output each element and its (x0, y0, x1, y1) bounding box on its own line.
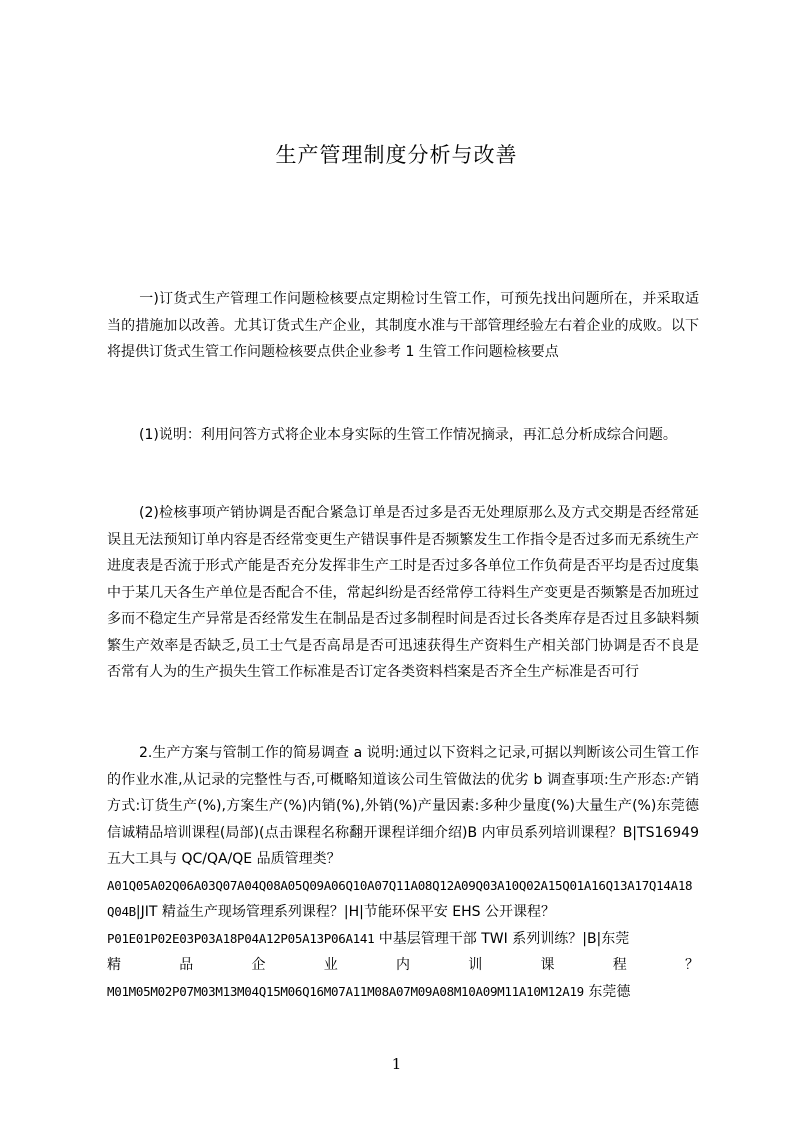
paragraph-4-text-2: |JIT 精益生产现场管理系列课程？|H|节能环保平安 EHS 公开课程？ (135, 904, 556, 920)
paragraph-2-text: (1)说明：利用问答方式将企业本身实际的生管工作情况摘录，再汇总分析成综合问题。 (139, 427, 677, 443)
spread-char: ？ (685, 957, 699, 973)
spread-char: 企 (251, 957, 266, 973)
spread-char: 品 (179, 957, 194, 973)
document-title: 生产管理制度分析与改善 (275, 143, 518, 167)
paragraph-3-text: (2)检核事项产销协调是否配合紧急订单是否过多是否无处理原那么及方式交期是否经常延误且无法预知订单内容是否经常变更生产错误事件是否频繁发生工作指令是否过多而无系统生产进度表是否流于形式产能是否充分发挥非生产工时是否过多各单位工作负荷是否平均是否过度集中于某几天各生产单位是否配合不佳，常起纠纷是否经常停工待料生产变更是否频繁是否加班过多而不稳定生产异常是否经常发生在制品是否过多制程时间是否过长各类库存是否过且多缺料频繁生产效率是否缺乏,员工士气是否高昂是否可迅速获得生产资料生产相关部门协调是否不良是否常有人为的生产损失生管工作标准是否订定各类资料档案是否齐全生产标准是否可行 (107, 505, 699, 680)
spread-line (107, 952, 699, 979)
course-code-list-1: A01Q05A02Q06A03Q07A04Q08A05Q09A06Q10A07Q11A08Q12A09Q03A10Q02A15Q01A16Q13A17Q14A18Q04B (107, 877, 693, 919)
course-code-list-3: M01M05M02P07M03M13M04Q15M06Q16M07A11M08A07M09A08M10A09M11A10M12A19 (107, 983, 584, 999)
paragraph-4-text-3: 中基层管理干部 TWI 系列训练？|B|东莞 (374, 930, 630, 947)
spread-char: 精 (107, 957, 121, 973)
paragraph-1-text: 一)订货式生产管理工作问题检核要点定期检讨生管工作，可预先找出问题所在，并采取适当的措施加以改善。尤其订货式生产企业，其制度水准与干部管理经验左右着企业的成败。以下将提供订货式生管工作问题检核要点供企业参考 1 生管工作问题检核要点 (107, 291, 699, 360)
spread-char: 业 (323, 957, 338, 973)
spread-char: 训 (468, 957, 483, 973)
paragraph-3 (107, 500, 699, 686)
paragraph-4-text: 2.生产方案与管制工作的简易调查 a 说明:通过以下资料之记录,可据以判断该公司生管工作的作业水准,从记录的完整性与否,可概略知道该公司生管做法的优劣 b 调查事项:生产形态:产销方式:订货生产(%),方案生产(%)内销(%),外销(%)产量因素:多种少量度(%)大量生产(%)东莞德信诚精品培训课程(局部)(点击课程名称翻开课程详细介绍)B 内审员系列培训课程？B|TS16949 五大工具与 QC/QA/QE 品质管理类？ (107, 745, 699, 867)
paragraph-1 (107, 286, 699, 366)
paragraph-4 (107, 740, 699, 1005)
spread-char: 程 (612, 957, 627, 973)
paragraph-2 (107, 422, 699, 449)
course-code-list-2: P01E01P02E03P03A18P04A12P05A13P06A141 (107, 930, 375, 946)
spread-char: 内 (396, 957, 410, 973)
spread-char: 课 (540, 957, 555, 973)
page-number: 1 (391, 1055, 402, 1073)
paragraph-4-text-4: 东莞德 (583, 983, 631, 1000)
